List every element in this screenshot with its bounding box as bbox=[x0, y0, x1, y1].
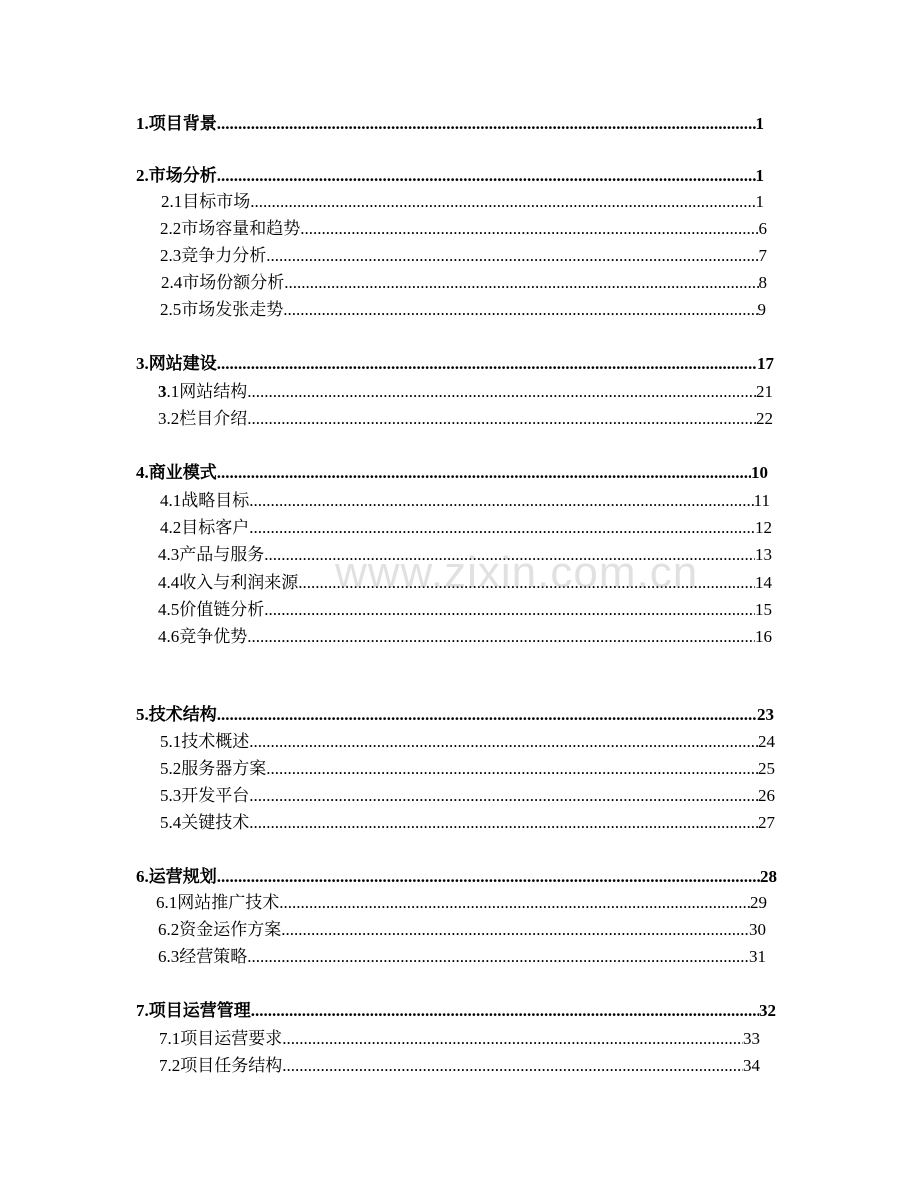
toc-entry[interactable] bbox=[136, 703, 774, 727]
toc-entry[interactable] bbox=[160, 730, 775, 754]
toc-title: 3.2栏目介绍 bbox=[158, 409, 248, 428]
toc-title: 2.市场分析 bbox=[136, 166, 217, 185]
toc-page-number: 25 bbox=[758, 759, 775, 778]
toc-entry[interactable] bbox=[160, 217, 767, 241]
toc-leader bbox=[247, 407, 756, 431]
toc-title-rest: .1网站结构 bbox=[166, 382, 248, 401]
toc-leader bbox=[281, 918, 749, 942]
toc-title: 7.2项目任务结构 bbox=[159, 1056, 283, 1075]
toc-entry[interactable] bbox=[160, 784, 775, 808]
toc-leader bbox=[217, 164, 756, 188]
toc-page-number: 13 bbox=[755, 545, 772, 564]
toc-title: 2.3竞争力分析 bbox=[160, 246, 267, 265]
toc-page-number: 7 bbox=[758, 246, 767, 265]
toc-entry[interactable] bbox=[136, 352, 774, 376]
toc-page-number: 9 bbox=[757, 300, 766, 319]
toc-leader bbox=[284, 271, 758, 295]
toc-title: 5.4关键技术 bbox=[160, 813, 250, 832]
toc-entry[interactable] bbox=[136, 999, 776, 1023]
toc-page-number: 24 bbox=[758, 732, 775, 751]
toc-entry[interactable] bbox=[136, 461, 768, 485]
toc-page-number: 17 bbox=[757, 354, 774, 373]
toc-page-number: 33 bbox=[743, 1029, 760, 1048]
toc-page-number: 15 bbox=[755, 600, 772, 619]
toc-page-number: 28 bbox=[760, 867, 777, 886]
toc-title: 5.2服务器方案 bbox=[160, 759, 267, 778]
toc-page-number: 21 bbox=[756, 382, 773, 401]
toc-page-number: 30 bbox=[749, 920, 766, 939]
toc-entry[interactable] bbox=[136, 164, 764, 188]
toc-title: 4.6竞争优势 bbox=[158, 627, 248, 646]
toc-title: 4.1战略目标 bbox=[160, 491, 250, 510]
toc-leader bbox=[300, 217, 758, 241]
toc-page-number: 8 bbox=[758, 273, 767, 292]
toc-leader bbox=[266, 244, 758, 268]
toc-title: 6.2资金运作方案 bbox=[158, 920, 282, 939]
toc-leader bbox=[249, 489, 753, 513]
toc-page-number: 34 bbox=[743, 1056, 760, 1075]
toc-entry[interactable] bbox=[136, 865, 777, 889]
toc-title: 5.1技术概述 bbox=[160, 732, 250, 751]
toc-entry[interactable] bbox=[158, 598, 772, 622]
toc-page-number: 14 bbox=[755, 573, 772, 592]
toc-page-number: 23 bbox=[757, 705, 774, 724]
toc-leader bbox=[283, 298, 757, 322]
toc-entry[interactable] bbox=[161, 271, 767, 295]
toc-title: 2.4市场份额分析 bbox=[161, 273, 285, 292]
toc-leader bbox=[247, 380, 756, 404]
toc-title: 6.运营规划 bbox=[136, 867, 217, 886]
toc-leader bbox=[217, 352, 757, 376]
toc-leader bbox=[247, 625, 755, 649]
toc-entry[interactable] bbox=[159, 1027, 760, 1051]
toc-leader bbox=[217, 461, 751, 485]
watermark: www.zixin.com.cn bbox=[335, 548, 699, 597]
toc-entry[interactable] bbox=[158, 407, 773, 431]
toc-title: 7.1项目运营要求 bbox=[159, 1029, 283, 1048]
toc-entry[interactable] bbox=[160, 244, 767, 268]
toc-leader bbox=[249, 730, 758, 754]
toc-page-number: 11 bbox=[753, 491, 770, 510]
toc-title bbox=[158, 380, 247, 404]
toc-entry[interactable] bbox=[158, 625, 772, 649]
toc-title: 5.3开发平台 bbox=[160, 786, 250, 805]
toc-title: 4.3产品与服务 bbox=[158, 545, 265, 564]
toc-entry[interactable] bbox=[158, 380, 773, 404]
toc-entry[interactable] bbox=[160, 298, 766, 322]
toc-title-bold-prefix: 3 bbox=[158, 382, 167, 401]
toc-title: 6.3经营策略 bbox=[158, 947, 248, 966]
toc-title: 3.网站建设 bbox=[136, 354, 217, 373]
toc-title: 1.项目背景 bbox=[136, 114, 217, 133]
toc-entry[interactable] bbox=[136, 112, 764, 136]
toc-entry[interactable] bbox=[158, 918, 766, 942]
toc-title: 2.5市场发张走势 bbox=[160, 300, 284, 319]
toc-title: 4.2目标客户 bbox=[160, 518, 250, 537]
toc-page-number: 29 bbox=[750, 893, 767, 912]
toc-leader bbox=[249, 516, 755, 540]
toc-entry[interactable] bbox=[160, 811, 775, 835]
toc-title: 4.商业模式 bbox=[136, 463, 217, 482]
toc-title: 2.1目标市场 bbox=[161, 192, 251, 211]
toc-title: 2.2市场容量和趋势 bbox=[160, 219, 301, 238]
toc-title: 5.技术结构 bbox=[136, 705, 217, 724]
toc-title: 4.5价值链分析 bbox=[158, 600, 265, 619]
toc-title: 7.项目运营管理 bbox=[136, 1001, 251, 1020]
toc-page-number: 22 bbox=[756, 409, 773, 428]
toc-page-number: 12 bbox=[755, 518, 772, 537]
toc-page-number: 26 bbox=[758, 786, 775, 805]
toc-entry[interactable] bbox=[160, 757, 775, 781]
toc-page-number: 6 bbox=[758, 219, 767, 238]
toc-page-number: 1 bbox=[755, 166, 764, 185]
toc-leader bbox=[249, 811, 758, 835]
toc-page-number: 32 bbox=[759, 1001, 776, 1020]
toc-leader bbox=[266, 757, 758, 781]
toc-page-number: 31 bbox=[749, 947, 766, 966]
toc-leader bbox=[217, 865, 760, 889]
toc-entry[interactable] bbox=[160, 489, 770, 513]
toc-leader bbox=[217, 703, 757, 727]
toc-entry[interactable] bbox=[156, 891, 767, 915]
toc-entry[interactable] bbox=[158, 945, 766, 969]
toc-leader bbox=[250, 190, 755, 214]
toc-leader bbox=[251, 999, 759, 1023]
toc-page-number: 27 bbox=[758, 813, 775, 832]
toc-leader bbox=[247, 945, 749, 969]
toc-page-number: 1 bbox=[755, 114, 764, 133]
toc-entry[interactable] bbox=[160, 516, 772, 540]
toc-leader bbox=[282, 1027, 743, 1051]
toc-leader bbox=[249, 784, 758, 808]
toc-leader bbox=[282, 1054, 743, 1078]
toc-leader bbox=[264, 598, 755, 622]
toc-leader bbox=[217, 112, 756, 136]
toc-page-number: 10 bbox=[751, 463, 768, 482]
toc-page-number: 1 bbox=[755, 192, 764, 211]
toc-entry[interactable] bbox=[159, 1054, 760, 1078]
toc-entry[interactable] bbox=[161, 190, 764, 214]
toc-leader bbox=[279, 891, 750, 915]
toc-title: 4.4收入与利润来源 bbox=[158, 573, 299, 592]
toc-title: 6.1网站推广技术 bbox=[156, 893, 280, 912]
toc-page-number: 16 bbox=[755, 627, 772, 646]
